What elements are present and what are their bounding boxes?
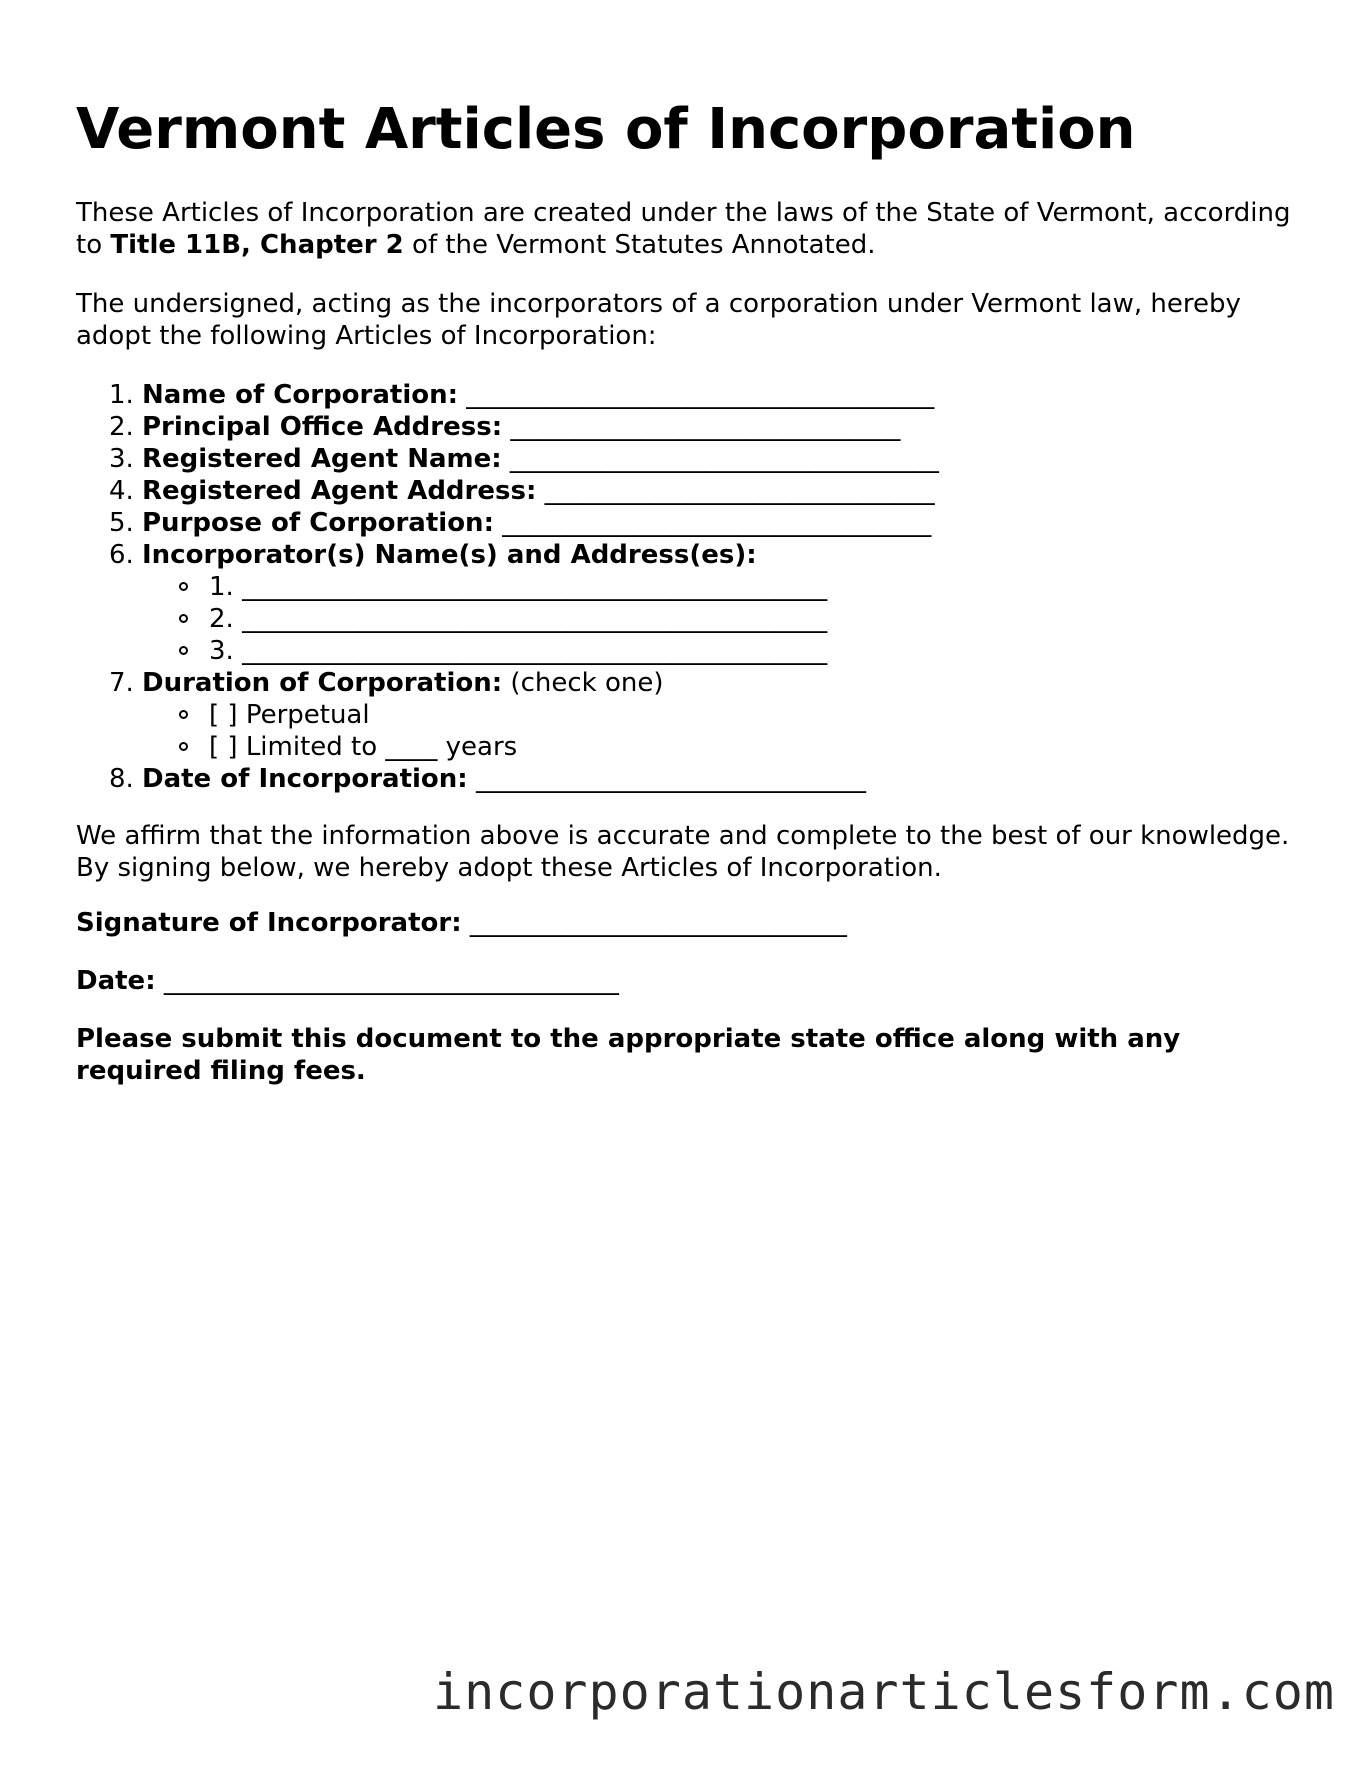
incorporator-line-text: 3. _____________________________________________ (209, 636, 828, 666)
item-label: Name of Corporation: (142, 380, 459, 410)
list-item-date-of-incorporation (76, 763, 1306, 795)
item-blank-line: _________________________________ (493, 508, 932, 538)
item-label: Principal Office Address: (142, 412, 503, 442)
intro-text-bold: Title 11B, Chapter 2 (110, 230, 404, 260)
item-blank-line: _________________________________ (501, 444, 939, 474)
item-label: Date of Incorporation: (142, 764, 468, 794)
item-label: Purpose of Corporation: (142, 508, 494, 538)
list-item-purpose-of-corporation (76, 507, 1306, 539)
circle-bullet-icon (179, 614, 188, 623)
list-item-registered-agent-address (76, 475, 1306, 507)
intro-text-before: These Articles of Incorporation are created under the laws of the State of Vermont, according to (76, 198, 1291, 260)
document-title: Vermont Articles of Incorporation (76, 97, 1136, 162)
duration-note: (check one) (502, 668, 664, 698)
signature-blank: _____________________________ (461, 908, 847, 938)
incorporator-line-2 (76, 603, 1306, 635)
intro-text-after: of the Vermont Statutes Annotated. (403, 230, 876, 260)
date-blank: ___________________________________ (155, 966, 619, 996)
circle-bullet-icon (179, 710, 188, 719)
item-blank-line: ______________________________ (467, 764, 866, 794)
item-number: 8. (109, 764, 134, 794)
date-label: Date: (76, 966, 156, 996)
list-item-principal-office-address (76, 411, 1306, 443)
item-label: Duration of Corporation: (142, 668, 503, 698)
date-line (76, 965, 619, 997)
circle-bullet-icon (179, 646, 188, 655)
item-label: Registered Agent Name: (142, 444, 502, 474)
intro-paragraph (76, 197, 1306, 261)
item-blank-line: ______________________________ (502, 412, 901, 442)
adopt-paragraph: The undersigned, acting as the incorporators of a corporation under Vermont law, hereby adopt the following Articles of Incorporation: (76, 289, 1241, 351)
list-item-name-of-corporation (76, 379, 1306, 411)
item-number: 7. (109, 668, 134, 698)
item-number: 6. (109, 540, 134, 570)
item-number: 1. (109, 380, 134, 410)
item-label: Incorporator(s) Name(s) and Address(es): (142, 540, 757, 570)
affirm-paragraph: We affirm that the information above is accurate and complete to the best of our knowledge. By signing below, we hereby adopt these Articles of Incorporation. (76, 821, 1290, 883)
circle-bullet-icon (179, 742, 188, 751)
item-number: 4. (109, 476, 134, 506)
option-text: [ ] Perpetual (209, 700, 370, 730)
item-number: 2. (109, 412, 134, 442)
item-number: 3. (109, 444, 134, 474)
duration-options (76, 699, 1306, 763)
list-item-registered-agent-name (76, 443, 1306, 475)
list-item-incorporators (76, 539, 1306, 667)
option-text: [ ] Limited to ____ years (209, 732, 518, 762)
item-label: Registered Agent Address: (142, 476, 537, 506)
signature-label: Signature of Incorporator: (76, 908, 462, 938)
articles-list (76, 379, 1306, 795)
circle-bullet-icon (179, 582, 188, 591)
incorporators-heading (76, 539, 1306, 571)
item-blank-line: ______________________________ (536, 476, 935, 506)
duration-heading (76, 667, 1306, 699)
incorporator-line-text: 2. _____________________________________________ (209, 604, 828, 634)
watermark-text: incorporationarticlesform.com (433, 1663, 1335, 1721)
item-blank-line: ____________________________________ (458, 380, 935, 410)
incorporator-line-text: 1. _____________________________________________ (209, 572, 828, 602)
incorporator-line-1 (76, 571, 1306, 603)
duration-option-limited (76, 731, 1306, 763)
signature-line (76, 907, 847, 939)
item-number: 5. (109, 508, 134, 538)
submit-note: Please submit this document to the appropriate state office along with any required filing fees. (76, 1024, 1181, 1086)
list-item-duration (76, 667, 1306, 763)
duration-option-perpetual (76, 699, 1306, 731)
incorporator-line-3 (76, 635, 1306, 667)
incorporators-sublist (76, 571, 1306, 667)
